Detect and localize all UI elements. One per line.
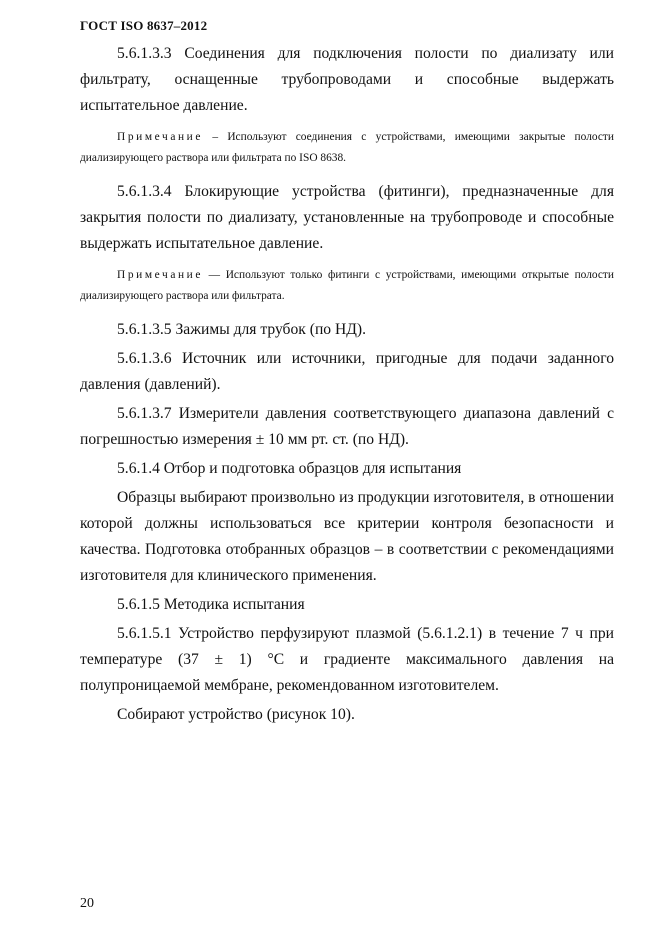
paragraph-sampling: Образцы выбирают произвольно из продукции изготовителя, в отношении которой должны использоваться все критерии контроля безопасности и качества. Подготовка отобранных образцов – в соответствии с рекомендациями изготовителя для клинического применения. — [80, 489, 614, 584]
clause-5-6-1-5-1: 5.6.1.5.1 Устройство перфузируют плазмой (5.6.1.2.1) в течение 7 ч при температуре (37 ± 1) °С и градиенте максимального давления на полупроницаемой мембране, рекомендованном изготовителем. — [80, 625, 614, 694]
clause-5-6-1-3-4: 5.6.1.3.4 Блокирующие устройства (фитинги), предназначенные для закрытия полости по диализату, установленные на трубопроводе и способные выдержать испытательное давление. — [80, 183, 614, 252]
clause-5-6-1-5: 5.6.1.5 Методика испытания — [117, 596, 305, 613]
note-label: Примечание — [117, 131, 204, 143]
clause-5-6-1-3-5: 5.6.1.3.5 Зажимы для трубок (по НД). — [117, 321, 366, 338]
document-header: ГОСТ ISO 8637–2012 — [80, 18, 208, 33]
paragraph-assembly: Собирают устройство (рисунок 10). — [117, 706, 355, 723]
note-1 — [80, 127, 614, 169]
page-number: 20 — [80, 896, 94, 911]
clause-5-6-1-4: 5.6.1.4 Отбор и подготовка образцов для испытания — [117, 460, 462, 477]
document-body — [80, 41, 614, 728]
note-text: — Используют только фитинги с устройствами, имеющими открытые полости диализирующего раствора или фильтрата. — [80, 269, 614, 302]
clause-5-6-1-3-6: 5.6.1.3.6 Источник или источники, пригодные для подачи заданного давления (давлений). — [80, 350, 614, 393]
note-label: Примечание — [117, 269, 204, 281]
clause-5-6-1-3-7: 5.6.1.3.7 Измерители давления соответствующего диапазона давлений с погрешностью измерения ± 10 мм рт. ст. (по НД). — [80, 405, 614, 448]
note-2 — [80, 265, 614, 307]
clause-5-6-1-3-3: 5.6.1.3.3 Соединения для подключения полости по диализату или фильтрату, оснащенные трубопроводами и способные выдержать испытательное давление. — [80, 45, 614, 114]
note-text: – Используют соединения с устройствами, имеющими закрытые полости диализирующего раствора или фильтрата по ISO 8638. — [80, 131, 614, 164]
